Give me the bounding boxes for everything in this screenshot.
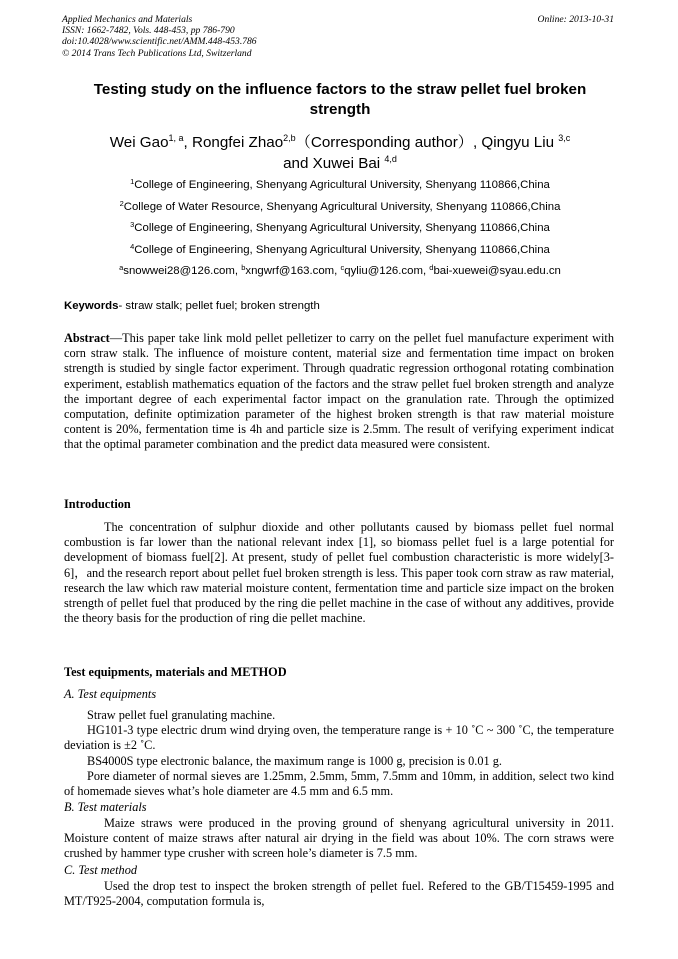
issn-line: ISSN: 1662-7482, Vols. 448-453, pp 786-790 <box>62 25 235 37</box>
methods-heading: Test equipments, materials and METHOD <box>64 665 287 679</box>
email-sup: b <box>241 263 246 272</box>
author-sup: 4,d <box>384 154 397 164</box>
author-name: Wei Gao <box>109 134 169 151</box>
journal-header <box>62 14 614 59</box>
affiliation-sup: 2 <box>119 198 124 208</box>
email-address: bai-xuewei@syau.edu.cn <box>433 265 561 277</box>
author-name: , Qingyu Liu <box>472 134 555 151</box>
abstract <box>64 331 614 453</box>
email-sup: d <box>429 263 434 272</box>
affiliation-text: College of Engineering, Shenyang Agricultural University, Shenyang 110866,China <box>134 222 550 234</box>
equipment-item: Straw pellet fuel granulating machine. <box>87 708 276 722</box>
email-address: snowwei28@126.com, <box>123 265 242 277</box>
affiliation-item <box>70 200 610 214</box>
corresponding-note: （Corresponding author） <box>295 134 473 151</box>
affiliation-item <box>70 243 610 257</box>
affiliation-item <box>70 178 610 192</box>
author-sup: 2,b <box>283 133 296 143</box>
method-body <box>64 879 614 909</box>
keywords <box>64 299 320 313</box>
author-name: , Rongfei Zhao <box>183 134 284 151</box>
affiliation-sup: 3 <box>130 220 135 229</box>
email-sup: c <box>340 263 345 272</box>
equipment-item: Pore diameter of normal sieves are 1.25mm, 2.5mm, 5mm, 7.5mm and 10mm, in addition, select two kind of homemade sieves what’s hole diameter are 4.5 mm and 6.5 mm. <box>64 768 614 799</box>
subsection-a-heading: A. Test equipments <box>64 687 157 701</box>
affiliation-list <box>70 178 610 286</box>
affiliation-item <box>70 221 610 235</box>
journal-name: Applied Mechanics and Materials <box>62 14 193 25</box>
email-line <box>70 264 610 278</box>
abstract-text: —This paper take link mold pellet pelletizer to carry on the pellet fuel manufacture experiment with corn straw stalk. The influence of moisture content, material size and fermentation time impact on broken strength is studied by single factor experiment. Through quadratic regression orthogonal rotating combination experiment, establish mathematics equation of the factors and the straw pellet fuel broken strength and analyze the important degree of each experimental factor impact on the granulation rate. Through the optimized computation, definite optimization parameter of the highest broken strength is that raw material moisture content is 20%, fermentation time is 4h and particle size is 2.5mm. The result of verifying experiment indicat that the optimal parameter combination and the predict data measured were consistent. <box>64 331 614 452</box>
online-date: Online: 2013-10-31 <box>537 14 614 25</box>
title-line-1: Testing study on the influence factors to the straw pellet fuel broken <box>93 81 587 98</box>
email-sup: a <box>119 263 124 272</box>
author-sup: 3,c <box>558 133 571 143</box>
affiliation-text: College of Water Resource, Shenyang Agricultural University, Shenyang 110866,China <box>123 200 561 213</box>
title-line-2: strength <box>309 101 371 118</box>
affiliation-text: College of Engineering, Shenyang Agricultural University, Shenyang 110866,China <box>134 243 550 256</box>
author-sup: 1, a <box>168 133 184 143</box>
subsection-c-heading: C. Test method <box>64 863 137 877</box>
method-paragraph: Used the drop test to inspect the broken strength of pellet fuel. Refered to the GB/T15459-1995 and MT/T925-2004, computation formula is, <box>64 879 614 909</box>
subsection-b-heading: B. Test materials <box>64 800 147 814</box>
keywords-text: - straw stalk; pellet fuel; broken strength <box>118 300 320 312</box>
email-address: xngwrf@163.com, <box>245 265 341 277</box>
introduction-heading: Introduction <box>64 497 131 511</box>
materials-body <box>64 816 614 862</box>
email-address: qyliu@126.com, <box>344 265 430 277</box>
affiliation-sup: 1 <box>130 177 135 186</box>
equipment-item: BS4000S type electronic balance, the maximum range is 1000 g, precision is 0.01 g. <box>87 753 502 768</box>
affiliation-sup: 4 <box>130 241 135 251</box>
author-list <box>70 132 610 174</box>
paper-title <box>70 80 610 120</box>
keywords-label: Keywords <box>64 300 119 312</box>
introduction-paragraph: The concentration of sulphur dioxide and other pollutants caused by biomass pellet fuel normal combustion is far lower than the national relevant index [1], so biomass pellet fuel is a large potential for development of biomass fuel[2]. At present, study of pellet fuel combustion characteristic is more widely[3-6]，and the research report about pellet fuel broken strength is less. This paper took corn straw as raw material, research the law which raw material moisture content, fermentation time and particle size impact on the broken strength of pellet fuel that produced by the ring die pellet machine in the case of without any additives, provide the theory basis for the production of ring die pellet machine. <box>64 520 614 626</box>
introduction-body <box>64 520 614 626</box>
abstract-label: Abstract <box>64 331 110 345</box>
author-name: and Xuwei Bai <box>283 155 381 172</box>
equipment-item: HG101-3 type electric drum wind drying oven, the temperature range is + 10 ˚C ~ 300 ˚C, the temperature deviation is ±2 ˚C. <box>64 723 614 753</box>
copyright-line: © 2014 Trans Tech Publications Ltd, Switzerland <box>62 47 252 59</box>
affiliation-text: College of Engineering, Shenyang Agricultural University, Shenyang 110866,China <box>134 179 550 191</box>
materials-paragraph: Maize straws were produced in the proving ground of shenyang agricultural university in 2011. Moisture content of maize straws after natural air drying in the field was about 10%. The corn straws were crushed by hammer type crusher with screen hole’s diameter is 7.5 mm. <box>64 816 614 861</box>
doi-line: doi:10.4028/www.scientific.net/AMM.448-453.786 <box>62 36 257 48</box>
equipment-list <box>64 708 614 799</box>
